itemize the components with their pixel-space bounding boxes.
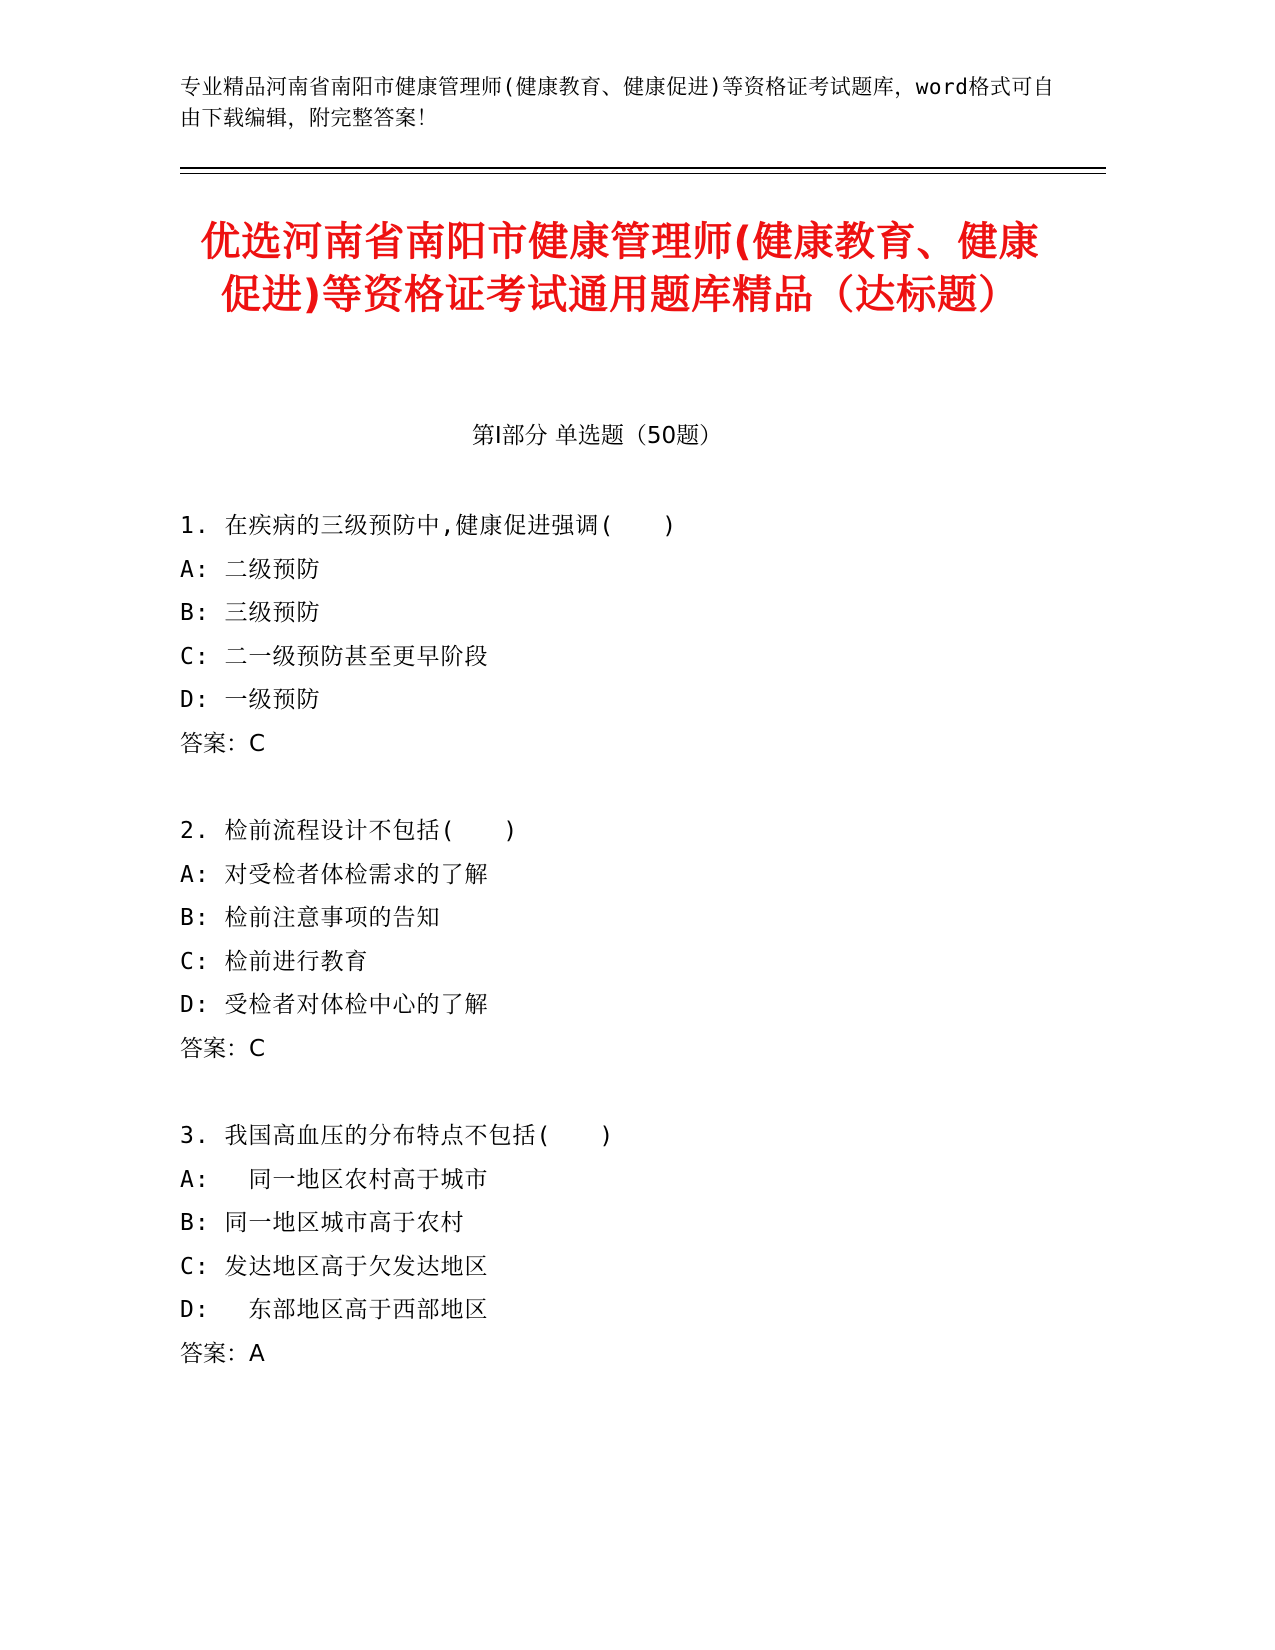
option-a: A: 二级预防 xyxy=(180,556,321,583)
option-b: B: 三级预防 xyxy=(180,600,321,626)
answer-text: 答案：A xyxy=(180,1340,265,1367)
question-item xyxy=(180,810,1060,1071)
question-list xyxy=(180,505,1060,1420)
option-a: A: 对受检者体检需求的了解 xyxy=(180,861,489,888)
section-title: 第Ⅰ部分 单选题（50题） xyxy=(471,423,723,449)
question-item xyxy=(180,1115,1060,1376)
header-divider-thick xyxy=(180,167,1106,169)
question-stem: 1. 在疾病的三级预防中,健康促进强调( ) xyxy=(180,513,678,539)
answer-text: 答案：C xyxy=(180,730,266,757)
option-c: C: 检前进行教育 xyxy=(180,948,369,975)
option-b: B: 同一地区城市高于农村 xyxy=(180,1210,465,1236)
option-d: D: 一级预防 xyxy=(180,687,321,713)
option-a: A: 同一地区农村高于城市 xyxy=(180,1166,489,1193)
question-item xyxy=(180,505,1060,766)
option-b: B: 检前注意事项的告知 xyxy=(180,905,441,931)
header-divider-thin xyxy=(180,173,1106,174)
option-c: C: 二一级预防甚至更早阶段 xyxy=(180,643,489,670)
option-c: C: 发达地区高于欠发达地区 xyxy=(180,1253,489,1280)
option-d: D: 东部地区高于西部地区 xyxy=(180,1297,489,1323)
question-stem: 3. 我国高血压的分布特点不包括( ) xyxy=(180,1123,615,1149)
option-d: D: 受检者对体检中心的了解 xyxy=(180,992,489,1018)
answer-text: 答案：C xyxy=(180,1035,266,1062)
question-stem: 2. 检前流程设计不包括( ) xyxy=(180,818,519,844)
document-title: 优选河南省南阳市健康管理师(健康教育、健康促进)等资格证考试通用题库精品（达标题） xyxy=(200,219,1040,318)
header-note: 专业精品河南省南阳市健康管理师(健康教育、健康促进)等资格证考试题库，word格式可自由下载编辑，附完整答案！ xyxy=(180,75,1055,130)
